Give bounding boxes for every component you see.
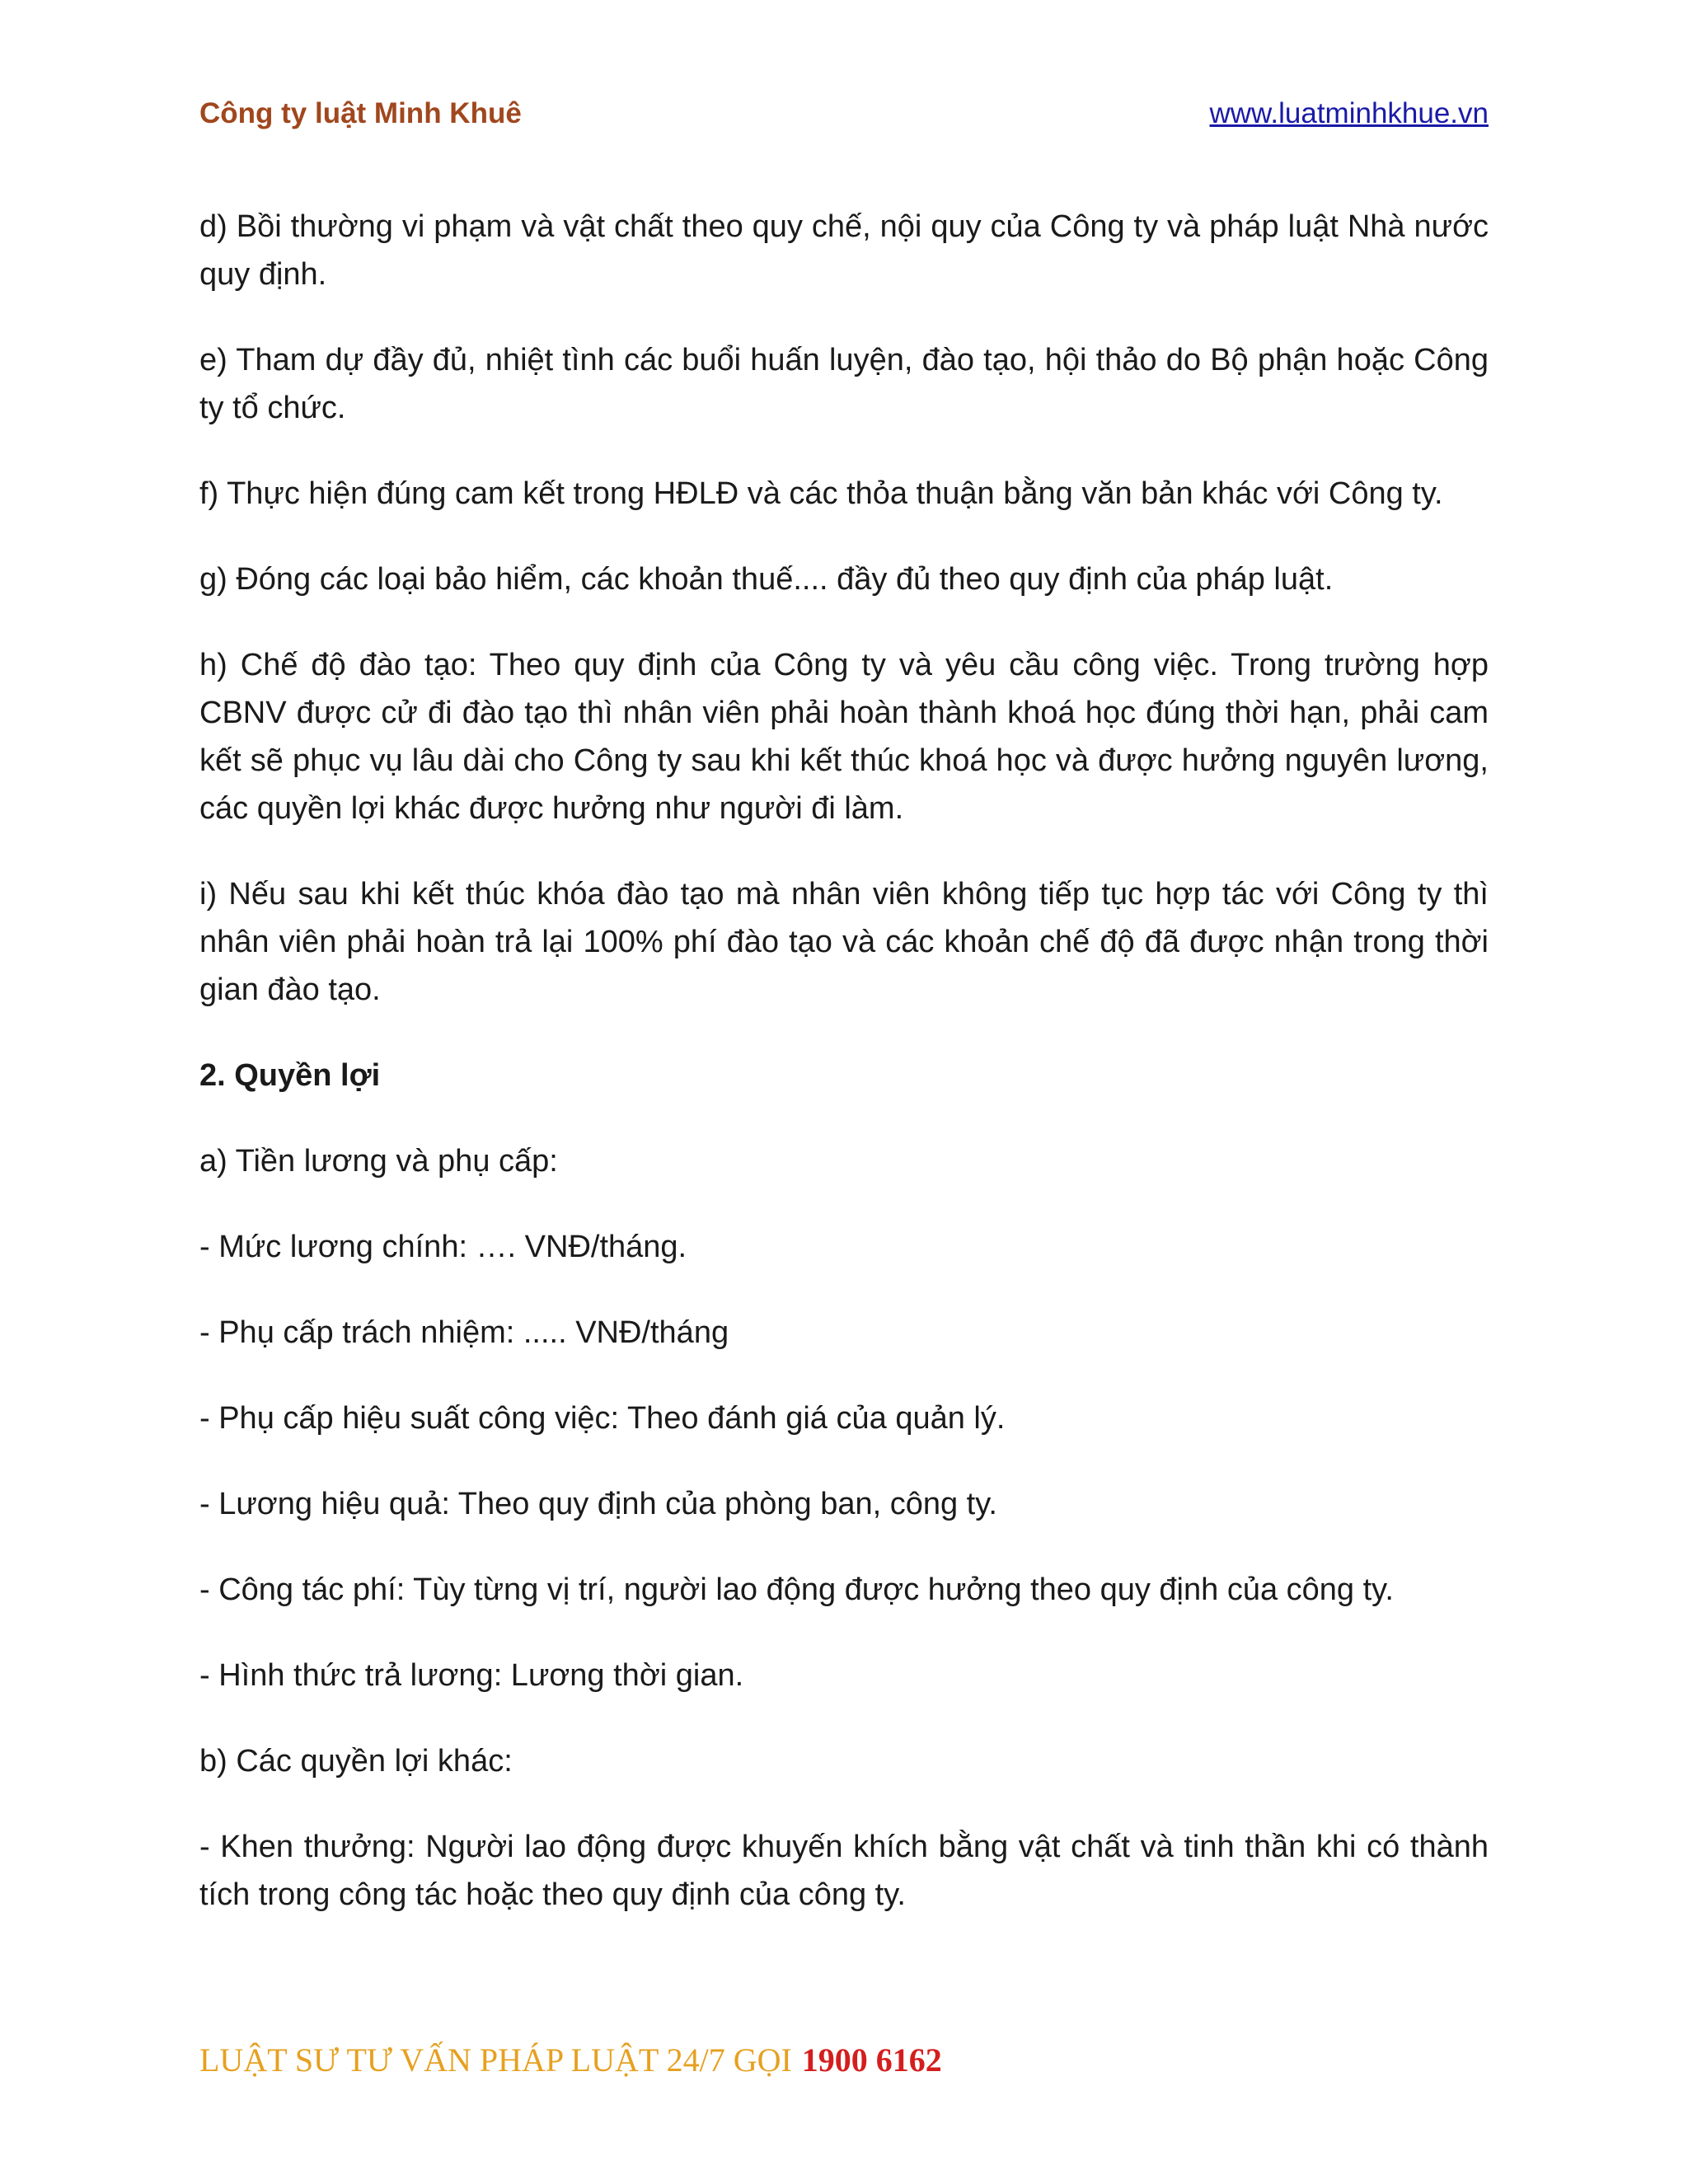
section-heading: 2. Quyền lợi <box>199 1058 381 1093</box>
subsection-a: a) Tiền lương và phụ cấp: <box>199 1144 558 1179</box>
company-name: Công ty luật Minh Khuê <box>199 97 522 129</box>
footer-text: LUẬT SƯ TƯ VẤN PHÁP LUẬT 24/7 GỌI <box>199 2041 792 2079</box>
paragraph-g: g) Đóng các loại bảo hiểm, các khoản thuế.... đầy đủ theo quy định của pháp luật. <box>199 562 1334 597</box>
paragraph-f: f) Thực hiện đúng cam kết trong HĐLĐ và các thỏa thuận bằng văn bản khác với Công ty. <box>199 476 1443 511</box>
paragraph-h: h) Chế độ đào tạo: Theo quy định của Công ty và yêu cầu công việc. Trong trường hợp CBNV được cử đi đào tạo thì nhân viên phải hoàn thành khoá học đúng thời hạn, phải cam kết sẽ phục vụ lâu dài cho Công ty sau khi kết thúc khoá học và được hưởng nguyên lương, các quyền lợi khác được hưởng như người đi làm. <box>199 648 1489 826</box>
paragraph-e: e) Tham dự đầy đủ, nhiệt tình các buổi huấn luyện, đào tạo, hội thảo do Bộ phận hoặc Công ty tổ chức. <box>199 343 1489 425</box>
list-item-business-fee: - Công tác phí: Tùy từng vị trí, người lao động được hưởng theo quy định của công ty. <box>199 1572 1394 1607</box>
subsection-b: b) Các quyền lợi khác: <box>199 1744 513 1779</box>
list-item-responsibility-allowance: - Phụ cấp trách nhiệm: ..... VNĐ/tháng <box>199 1315 729 1350</box>
list-item-efficiency-salary: - Lương hiệu quả: Theo quy định của phòng ban, công ty. <box>199 1487 997 1521</box>
list-item-performance-allowance: - Phụ cấp hiệu suất công việc: Theo đánh giá của quản lý. <box>199 1401 1006 1436</box>
page-footer <box>199 2041 942 2079</box>
list-item-main-salary: - Mức lương chính: …. VNĐ/tháng. <box>199 1230 687 1264</box>
page-header <box>199 97 1489 138</box>
list-item-payment-method: - Hình thức trả lương: Lương thời gian. <box>199 1658 744 1693</box>
paragraph-i: i) Nếu sau khi kết thúc khóa đào tạo mà nhân viên không tiếp tục hợp tác với Công ty thì nhân viên phải hoàn trả lại 100% phí đào tạo và các khoản chế độ đã được nhận trong thời gian đào tạo. <box>199 877 1489 1007</box>
document-body <box>199 203 1489 1957</box>
footer-phone: 1900 6162 <box>801 2041 942 2079</box>
list-item-rewards: - Khen thưởng: Người lao động được khuyến khích bằng vật chất và tinh thần khi có thành tích trong công tác hoặc theo quy định của công ty. <box>199 1830 1489 1912</box>
paragraph-d: d) Bồi thường vi phạm và vật chất theo quy chế, nội quy của Công ty và pháp luật Nhà nước quy định. <box>199 209 1489 292</box>
website-link[interactable]: www.luatminhkhue.vn <box>1209 97 1489 129</box>
